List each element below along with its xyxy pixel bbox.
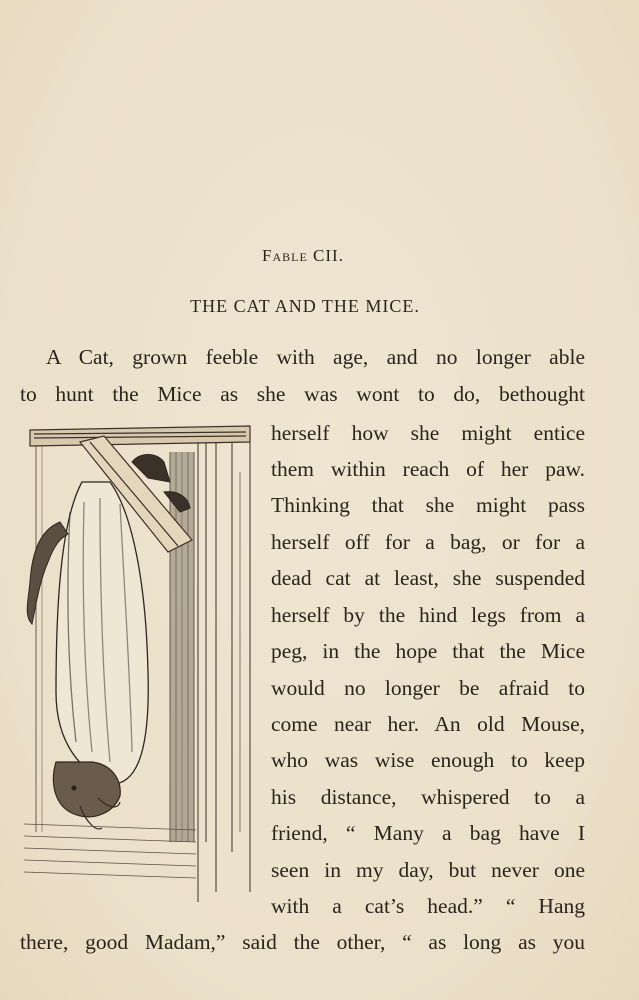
body-line: come near her. An old Mouse, bbox=[271, 712, 585, 736]
body-line: them within reach of her paw. bbox=[271, 457, 585, 481]
body-line: who was wise enough to keep bbox=[271, 748, 585, 772]
fable-number: Fable CII. bbox=[262, 246, 344, 265]
body-line: to hunt the Mice as she was wont to do, bethought bbox=[20, 382, 585, 406]
shelf-beam bbox=[30, 426, 250, 446]
body-line: herself how she might entice bbox=[271, 421, 585, 445]
body-line: herself off for a bag, or for a bbox=[271, 530, 585, 554]
fable-title: THE CAT AND THE MICE. bbox=[190, 296, 420, 316]
body-line: with a cat’s head.” “ Hang bbox=[271, 894, 585, 918]
body-line: seen in my day, but never one bbox=[271, 858, 585, 882]
door-frame bbox=[198, 442, 250, 902]
body-line: A Cat, grown feeble with age, and no longer able bbox=[46, 345, 585, 369]
body-line: dead cat at least, she suspended bbox=[271, 566, 585, 590]
body-line: there, good Madam,” said the other, “ as long as you bbox=[20, 930, 585, 954]
body-line: peg, in the hope that the Mice bbox=[271, 639, 585, 663]
cat-head bbox=[53, 762, 120, 829]
body-line: would no longer be afraid to bbox=[271, 676, 585, 700]
cat-body bbox=[56, 482, 148, 784]
body-line: his distance, whispered to a bbox=[271, 785, 585, 809]
body-line: friend, “ Many a bag have I bbox=[271, 821, 585, 845]
body-line: herself by the hind legs from a bbox=[271, 603, 585, 627]
body-line: Thinking that she might pass bbox=[271, 493, 585, 517]
cat-hanging-illustration bbox=[20, 412, 270, 912]
